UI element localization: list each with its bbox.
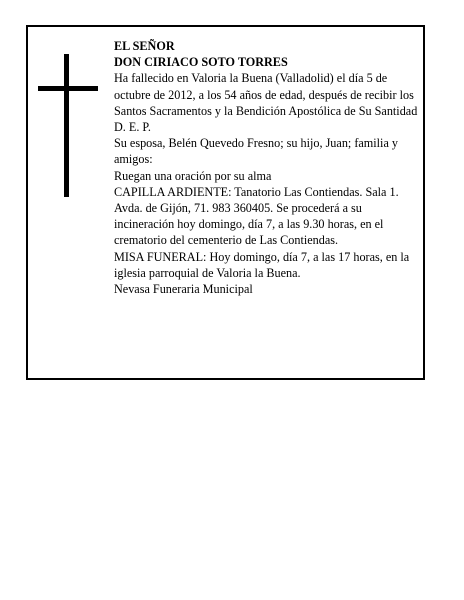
death-announcement: Ha fallecido en Valoria la Buena (Valladolid) el día 5 de octubre de 2012, a los 54 años de edad, después de recibir los Santos Sacramentos y la Bendición Apostólica de Su Santidad: [114, 71, 418, 118]
wake-details: CAPILLA ARDIENTE: Tanatorio Las Contiendas. Sala 1. Avda. de Gijón, 71. 983 360405. Se procederá a su incineración hoy domingo, día 7, a las 9.30 horas, en el crematorio del cementerio de Las Contiendas.: [114, 184, 399, 248]
family-line: Su esposa, Belén Quevedo Fresno; su hijo, Juan; familia y amigos:: [114, 136, 398, 167]
cross-horizontal-bar: [38, 86, 98, 91]
rip-line: D. E. P.: [114, 120, 151, 135]
obituary-text: [114, 38, 420, 297]
cross-vertical-bar: [64, 54, 69, 197]
cross-icon: [38, 54, 98, 197]
prayer-request: Ruegan una oración por su alma: [114, 168, 272, 183]
deceased-name: DON CIRIACO SOTO TORRES: [114, 55, 288, 70]
funeral-home: Nevasa Funeraria Municipal: [114, 282, 253, 297]
funeral-mass-details: MISA FUNERAL: Hoy domingo, día 7, a las 17 horas, en la iglesia parroquial de Valoria la Buena.: [114, 249, 410, 280]
honorific-title: EL SEÑOR: [114, 39, 175, 53]
